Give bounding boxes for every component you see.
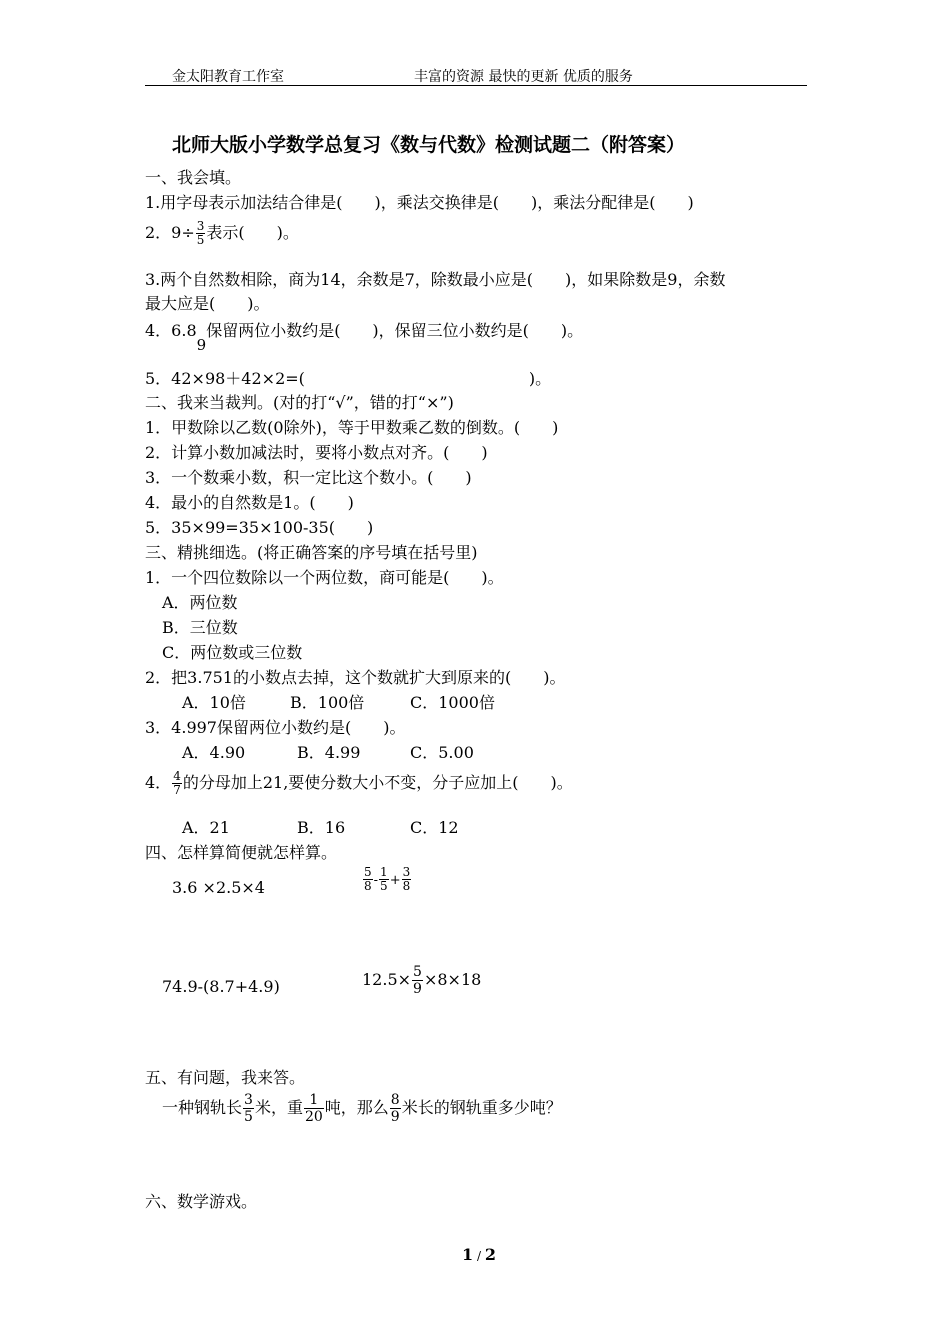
s1-question-3-line-1: 3.两个自然数相除，商为14，余数是7，除数最小应是( )，如果除数是9，余数 [145,270,726,289]
s3-question-2: 2．把3.751的小数点去掉，这个数就扩大到原来的( )。 [145,668,566,687]
s3-q2-option-a: A．10倍 [182,693,246,712]
s3-q2-option-c: C．1000倍 [410,693,495,712]
s1-question-5: 5．42×98＋42×2=( )。 [145,369,552,388]
s1-question-1: 1.用字母表示加法结合律是( )，乘法交换律是( )，乘法分配律是( ) [145,193,694,212]
fraction: $\frac{1}{5}$ [380,865,388,893]
s2-item: 2．计算小数加减法时，要将小数点对齐。( ) [145,443,488,462]
s3-q1-option-a: A．两位数 [162,593,238,612]
s3-q3-option-a: A．4.90 [182,743,246,762]
s4-expression-1: 3.6 ×2.5×4 [172,878,265,897]
s3-question-4: 4． $\frac{4}{7}$ 的分母加上21,要使分数大小不变，分子应加上( )。 [145,769,573,797]
page-number: 1 / 2 [462,1245,496,1264]
s4-expression-3: 74.9-(8.7+4.9) [162,977,280,996]
fraction: $\frac{8}{9}$ [390,1092,400,1125]
s3-q4-option-a: A．21 [182,818,230,837]
fraction: $\frac{4}{7}$ [173,769,181,797]
fraction: $\frac{3}{8}$ [402,865,411,893]
s3-q2-option-b: B．100倍 [290,693,365,712]
s2-item: 1．甲数除以乙数(0除外)，等于甲数乘乙数的倒数。( ) [145,418,559,437]
page-title: 北师大版小学数学总复习《数与代数》检测试题二（附答案） [172,134,686,156]
s3-q3-option-c: C．5.00 [410,743,474,762]
header-divider [145,85,807,86]
repeating-digit: 9 [196,336,207,354]
s3-q4-option-b: B．16 [297,818,346,837]
section-2-heading: 二、我来当裁判。(对的打“√”，错的打“×”) [145,393,454,412]
s4-expression-2: $\frac{5}{8}$ - $\frac{1}{5}$ + $\frac{3}{8}$ [364,865,411,893]
s1-question-4: 4．6.89保留两位小数约是( )，保留三位小数约是( )。 [145,321,584,354]
s1-question-2: 2．9÷ $\frac{3}{5}$ 表示( )。 [145,219,299,247]
s2-item: 5．35×99=35×100-35( ) [145,518,374,537]
fraction: $\frac{3}{5}$ [244,1092,253,1125]
s2-item: 4．最小的自然数是1。( ) [145,493,354,512]
s4-expression-4: 12.5× $\frac{5}{9}$ ×8×18 [362,964,482,997]
section-1-heading: 一、我会填。 [145,168,242,187]
section-5-heading: 五、有问题，我来答。 [145,1068,306,1087]
s3-q4-option-c: C．12 [410,818,459,837]
section-6-heading: 六、数学游戏。 [145,1192,258,1211]
fraction: $\frac{3}{5}$ [196,219,205,247]
s5-problem: 一种钢轨长 $\frac{3}{5}$ 米，重 $\frac{1}{20}$ 吨，那么 $\frac{8}{9}$ 米长的钢轨重多少吨？ [162,1092,562,1125]
s1-question-3-line-2: 最大应是( )。 [145,294,270,313]
header-left: 金太阳教育工作室 [172,69,284,85]
s3-q1-option-b: B．三位数 [162,618,238,637]
fraction: $\frac{5}{8}$ [364,865,372,893]
s3-q1-option-c: C．两位数或三位数 [162,643,303,662]
s3-question-1: 1．一个四位数除以一个两位数，商可能是( )。 [145,568,504,587]
section-4-heading: 四、怎样算简便就怎样算。 [145,843,338,862]
fraction: $\frac{1}{20}$ [304,1092,323,1125]
s3-q3-option-b: B．4.99 [297,743,361,762]
section-3-heading: 三、精挑细选。(将正确答案的序号填在括号里) [145,543,478,562]
fraction: $\frac{5}{9}$ [413,964,422,997]
s3-question-3: 3．4.997保留两位小数约是( )。 [145,718,406,737]
header-right: 丰富的资源 最快的更新 优质的服务 [414,69,633,85]
s2-item: 3．一个数乘小数，积一定比这个数小。( ) [145,468,472,487]
